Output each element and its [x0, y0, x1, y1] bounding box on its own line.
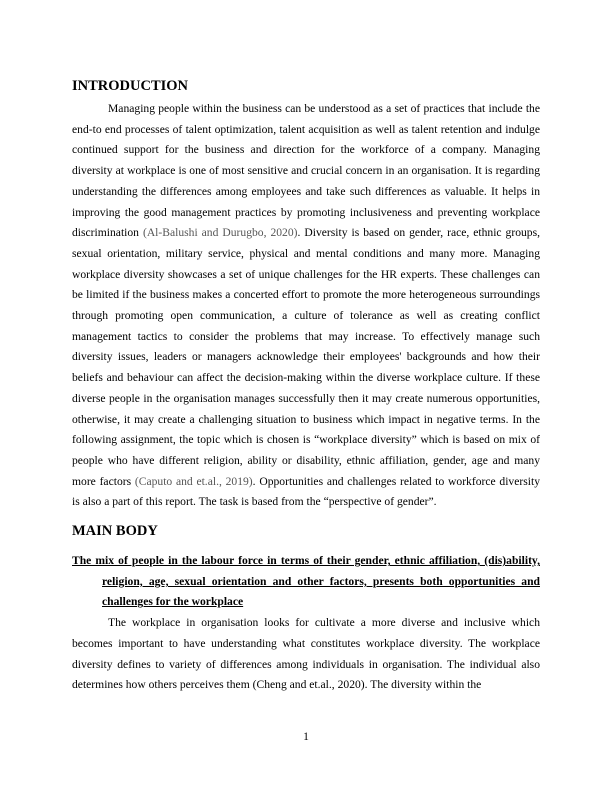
citation-caputo: (Caputo and et.al., 2019): [134, 474, 253, 488]
main-body-subheading: The mix of people in the labour force in terms of their gender, ethnic affiliation, (dis)ability, religion, age, sexual orientation and other factors, presents both opportunities and challenges for the workplace: [72, 554, 540, 609]
citation-al-balushi: (Al-Balushi and Durugbo, 2020): [142, 226, 298, 240]
main-body-paragraph: The workplace in organisation looks for cultivate a more diverse and inclusive which becomes important to have understanding what constitutes workplace diversity. The workplace diversity defines to variety of differences among individuals in organisation. The individual also determines how others perceives them (Cheng and et.al., 2020). The diversity within the: [72, 616, 540, 692]
page-number: 1: [303, 730, 309, 743]
introduction-heading: INTRODUCTION: [72, 78, 189, 94]
introduction-paragraph: [72, 99, 540, 513]
intro-text-part-3: . Opportunities and challenges related to workforce diversity is also a part of this report. The task is based from the “perspective of gender”.: [72, 474, 540, 509]
intro-text-part-1: Managing people within the business can be understood as a set of practices that include the end-to end processes of talent optimization, talent acquisition as well as talent retention and indulge continued support for the business and direction for the workforce of a company. Managing diversity at workplace is one of most sensitive and crucial concern in an organisation. It is regarding understanding the differences among employees and take such differences as valuable. It helps in improving the good management practices by promoting inclusiveness and preventing workplace discrimination: [72, 102, 540, 240]
main-body-heading: MAIN BODY: [72, 523, 158, 540]
intro-text-part-2: . Diversity is based on gender, race, ethnic groups, sexual orientation, military service, physical and mental conditions and many more. Managing workplace diversity showcases a set of unique challenges for the HR experts. These challenges can be limited if the business makes a concerted effort to promote the more heterogeneous surroundings through promoting open communication, a culture of tolerance as well as creating conflict management tactics to consider the problems that may increase. To effectively manage such diversity issues, leaders or managers acknowledge their employees' backgrounds and how their beliefs and behaviour can affect the decision-making within the diverse workplace culture. If these diverse people in the organisation manages successfully then it may create numerous opportunities, otherwise, it may create a challenging situation to business which impact in negative terms. In the following assignment, the topic which is chosen is “workplace diversity” which is based on mix of people who have different religion, ability or disability, ethnic affiliation, gender, age and many more factors: [72, 226, 541, 488]
page-content: [72, 76, 540, 696]
